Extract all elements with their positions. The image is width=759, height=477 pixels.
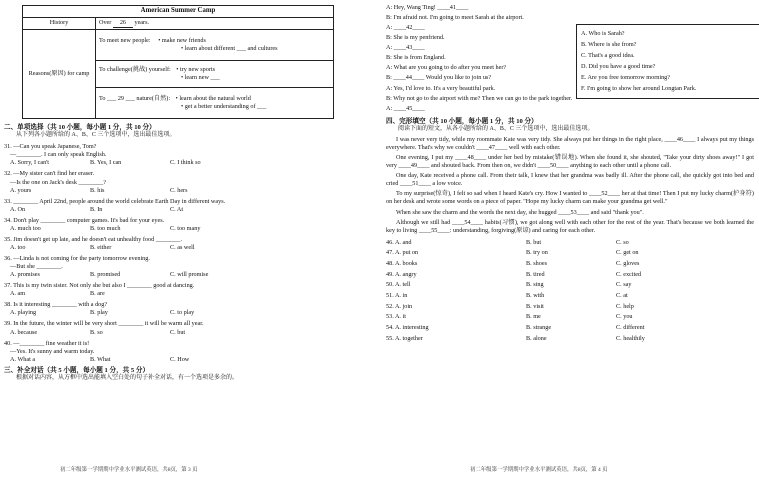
- option: C. How: [170, 355, 190, 363]
- question-stem-2: —Yes. It's sunny and warm today.: [10, 347, 95, 355]
- cloze-paragraph: One day, Kate received a phone call. From their talk, I knew that her grandma was badly ill. After the phone call, she quickly got into bed and cried ____51____ a low voice.: [386, 172, 754, 188]
- question-stem: 37. This is my twin sister. Not only she but also I ________ good at dancing.: [4, 282, 195, 290]
- cloze-choice: C. so: [616, 238, 629, 246]
- option: B. so: [90, 328, 103, 336]
- option: A. playing: [10, 309, 37, 317]
- footer-right: 初二年级第一学期期中学业水平测试英语，共8页，第 4 页: [470, 466, 608, 473]
- section4-heading: 四、完形填空（共 10 小题，每小题 1 分，共 10 分）: [386, 117, 538, 125]
- question: [4, 143, 376, 167]
- cloze-choice: C. different: [616, 323, 645, 331]
- cloze-choices: [386, 239, 754, 343]
- option: B. either: [90, 243, 112, 251]
- cloze-choice: B. visit: [526, 302, 544, 310]
- question-stem: 33. ________ April 22nd, people around the world celebrate Earth Day in different ways.: [4, 197, 226, 205]
- option: C. too many: [170, 224, 201, 232]
- question-options: [10, 309, 376, 317]
- cloze-choice: 47. A. put on: [386, 249, 419, 257]
- section3-heading: 三、补全对话（共 5 小题，每小题 1 分，共 5 分）: [4, 366, 150, 374]
- question-options: [10, 290, 376, 298]
- option: C. to play: [170, 309, 195, 317]
- question: [4, 217, 376, 233]
- dialogue-line: A: What are you going to do after you meet her?: [386, 64, 507, 72]
- option: B. promised: [90, 271, 121, 279]
- option: A. Sorry, I can't: [10, 159, 50, 167]
- reason-item: • learn new ___: [181, 73, 220, 81]
- left-page: [4, 2, 376, 383]
- dialogue-option: A. Who is Sarah?: [581, 30, 625, 37]
- cloze-choice: C. healthily: [616, 334, 645, 342]
- option: B. his: [90, 186, 105, 194]
- option: B. In: [90, 205, 103, 213]
- question-stem: 40. —________ fine weather it is!: [4, 339, 90, 347]
- dialogue-option: F. I'm going to show her around Longtan Park.: [581, 85, 697, 93]
- question-stem-2: —________. I can only speak English.: [10, 151, 107, 159]
- option: B. What: [90, 355, 111, 363]
- option: A. yours: [10, 186, 32, 194]
- right-page: [386, 2, 754, 343]
- dialogue-line: A: Yes, I'd love to. It's a very beautiful park.: [386, 84, 496, 92]
- question-stem: 35. Jim doesn't get up late, and he doesn't eat unhealthy food ________.: [4, 235, 183, 243]
- cloze-paragraph: To my surprise(惊奇), I felt so sad when I heard Kate's cry. How I wanted to ____52____ her at that time! Then I put my lucky charm(护身符) on her desk and wrote some words on a piece of paper. "Hope my lucky charm can make your grandma get well.": [386, 190, 754, 206]
- cloze-choice: B. try on: [526, 249, 548, 257]
- cloze-choice: 51. A. in: [386, 292, 408, 300]
- cloze-choice: 55. A. together: [386, 334, 423, 342]
- history-pre: Over: [99, 18, 112, 26]
- option: A. am: [10, 290, 26, 298]
- cloze-paragraph: Although we still had ____54____ habits(习惯), we got along well with each other for the rest of the year. That's because we both learned the key to living ____55____: understanding, forgiving(原谅) and caring for each other.: [386, 218, 754, 234]
- reason-lead: To challenge(挑战) yourself:: [99, 65, 171, 73]
- cloze-paragraph: When she saw the charm and the words the next day, she hugged ____53____ and said "thank you".: [396, 208, 644, 216]
- option: C. At: [170, 205, 184, 213]
- cloze-choice: C. at: [616, 292, 628, 300]
- dialogue-options-box: [576, 24, 759, 99]
- question-options: [10, 329, 376, 337]
- option: [170, 290, 250, 298]
- question-options: [10, 206, 376, 214]
- dialogue-option: C. That's a good idea.: [581, 52, 635, 60]
- dialogue-option: D. Did you have a good time?: [581, 63, 656, 71]
- reason-item: • make new friends: [158, 36, 206, 44]
- reason-item: • learn about the natural world: [175, 94, 251, 102]
- cloze-choice: 54. A. interesting: [386, 323, 429, 331]
- cloze-choice: B. tired: [526, 270, 545, 278]
- question: [4, 236, 376, 252]
- reason-lead: To ___ 29 ___ nature(自然):: [99, 94, 171, 102]
- reason-item: • try new sports: [176, 65, 216, 73]
- cloze-choice: B. strange: [526, 323, 552, 331]
- cloze-choice: B. with: [526, 292, 545, 300]
- option: C. will promise: [170, 271, 209, 279]
- question-options: [10, 187, 376, 195]
- question-options: [10, 244, 376, 252]
- camp-table: [22, 5, 334, 119]
- history-blank: 26: [113, 19, 133, 28]
- option: A. because: [10, 328, 38, 336]
- question: [4, 255, 376, 279]
- cloze-choice: 53. A. it: [386, 313, 406, 321]
- question-stem: 38. Is it interesting ________ with a dog?: [4, 301, 108, 309]
- option: B. Yes, I can: [90, 159, 122, 167]
- reason-row-3: [96, 87, 334, 118]
- dialogue-line: B: She is from England.: [386, 54, 446, 62]
- option: A. What a: [10, 355, 36, 363]
- option: C. as well: [170, 243, 195, 251]
- question: [4, 340, 376, 364]
- mcq-list: [4, 143, 376, 364]
- cloze-choice: C. excited: [616, 270, 642, 278]
- question-stem: 32. —My sister can't find her eraser.: [4, 170, 95, 178]
- section2-heading: 二、单项选择（共 10 小题，每小题 1 分，共 10 分）: [4, 123, 156, 131]
- dialogue-line: B: ____44____ Would you like to join us?: [386, 74, 492, 82]
- reason-item: • learn about different ___ and cultures: [181, 44, 278, 52]
- reason-item: • get a better understanding of ___: [181, 102, 267, 110]
- camp-table-title: American Summer Camp: [23, 6, 334, 18]
- cloze-choice: C. get on: [616, 249, 639, 257]
- question: [4, 198, 376, 214]
- option: C. but: [170, 328, 186, 336]
- dialogue-line: A: Hey, Wang Ting! ____41____: [386, 4, 469, 11]
- question-stem: 39. In the future, the winter will be very short ________ it will be warm all year.: [4, 320, 204, 328]
- reason-row-2: [96, 60, 334, 87]
- cloze-paragraph: I was never very tidy, while my roommate Kate was very tidy. She always put her things in the right place, ____46____ I always put my things everywhere. That's why we couldn't ____47____ well with each other.: [386, 136, 754, 152]
- section2-instruction: 从下列各小题所给的 A、B、C 三个选项中，选出最佳选项。: [16, 132, 176, 139]
- dialogue-option: B. Where is she from?: [581, 41, 637, 49]
- cloze-choice: 52. A. join: [386, 302, 413, 310]
- cloze-passage: [386, 136, 754, 235]
- reasons-label: Reasons(原因) for camp: [23, 29, 96, 118]
- option: B. play: [90, 309, 108, 317]
- section3-instruction: 根据对话内容，从方框中选出能填入空白处的句子补全对话，有一个选项是多余的。: [16, 375, 239, 382]
- option: C. hers: [170, 186, 188, 194]
- dialogue-line: A: ____45____: [386, 104, 425, 112]
- question-options: [10, 225, 376, 233]
- dialogue-option: E. Are you free tomorrow morning?: [581, 74, 671, 82]
- cloze-choice: C. say: [616, 281, 632, 289]
- option: B. too much: [90, 224, 121, 232]
- option: A. promises: [10, 271, 40, 279]
- dialogue-line: A: ____42____: [386, 24, 425, 32]
- question-stem-2: —But she ________.: [10, 263, 63, 271]
- footer-left: 初二年级第一学期期中学业水平测试英语，共8页，第 3 页: [60, 466, 198, 473]
- question: [4, 170, 376, 194]
- option: A. too: [10, 243, 26, 251]
- cloze-choice: B. me: [526, 313, 541, 321]
- dialogue-line: B: I'm afraid not. I'm going to meet Sarah at the airport.: [386, 14, 524, 22]
- history-post: years.: [134, 18, 150, 26]
- dialogue-line: A: ____43____: [386, 44, 425, 52]
- cloze-choice: C. gloves: [616, 260, 640, 268]
- question: [4, 282, 376, 298]
- option: B. are: [90, 290, 105, 298]
- question-options: [10, 356, 376, 364]
- cloze-choice: C. help: [616, 302, 634, 310]
- cloze-choice: B. shoes: [526, 260, 547, 268]
- question: [4, 301, 376, 317]
- history-cell: [96, 17, 334, 29]
- history-label: History: [23, 17, 96, 29]
- cloze-paragraph: One evening, I put my ____48____ under her bed by mistake(错误地). When she found it, she shouted, "Take your dirty shoes away!" I got very ____49____ and shouted back. From then on, we didn't ____50____ anything to each other until a phone call.: [386, 154, 754, 170]
- question-stem-2: —Is the one on Jack's desk ________?: [10, 178, 106, 186]
- section4-instruction: 阅读下面的短文，从各小题所给的 A、B、C 三个选项中，选出最佳选项。: [398, 126, 594, 133]
- question-stem: 31. —Can you speak Japanese, Tom?: [4, 143, 97, 151]
- question-stem: 36. —Linda is not coming for the party tomorrow evening.: [4, 255, 150, 262]
- question-stem: 34. Don't play ________ computer games. It's bad for your eyes.: [4, 216, 165, 224]
- cloze-choice: 46. A. and: [386, 238, 412, 246]
- cloze-choice: C. you: [616, 313, 633, 321]
- dialogue-line: B: She is my penfriend.: [386, 34, 445, 42]
- cloze-choice: B. but: [526, 238, 542, 246]
- reason-lead: To meet new people:: [99, 36, 151, 44]
- question-options: [10, 271, 376, 279]
- reason-row-1: [96, 29, 334, 60]
- option: C. I think so: [170, 159, 201, 167]
- question: [4, 320, 376, 336]
- cloze-choice: B. sing: [526, 281, 544, 289]
- cloze-choice: 49. A. angry: [386, 270, 417, 278]
- cloze-choice: 48. A. books: [386, 260, 418, 268]
- option: A. On: [10, 205, 26, 213]
- question-options: [10, 159, 376, 167]
- cloze-choice: 50. A. tell: [386, 281, 411, 289]
- dialogue-line: B: Why not go to the airport with me? Then we can go to the park together.: [386, 94, 573, 102]
- cloze-choice: B. alone: [526, 334, 547, 342]
- option: A. much too: [10, 224, 41, 232]
